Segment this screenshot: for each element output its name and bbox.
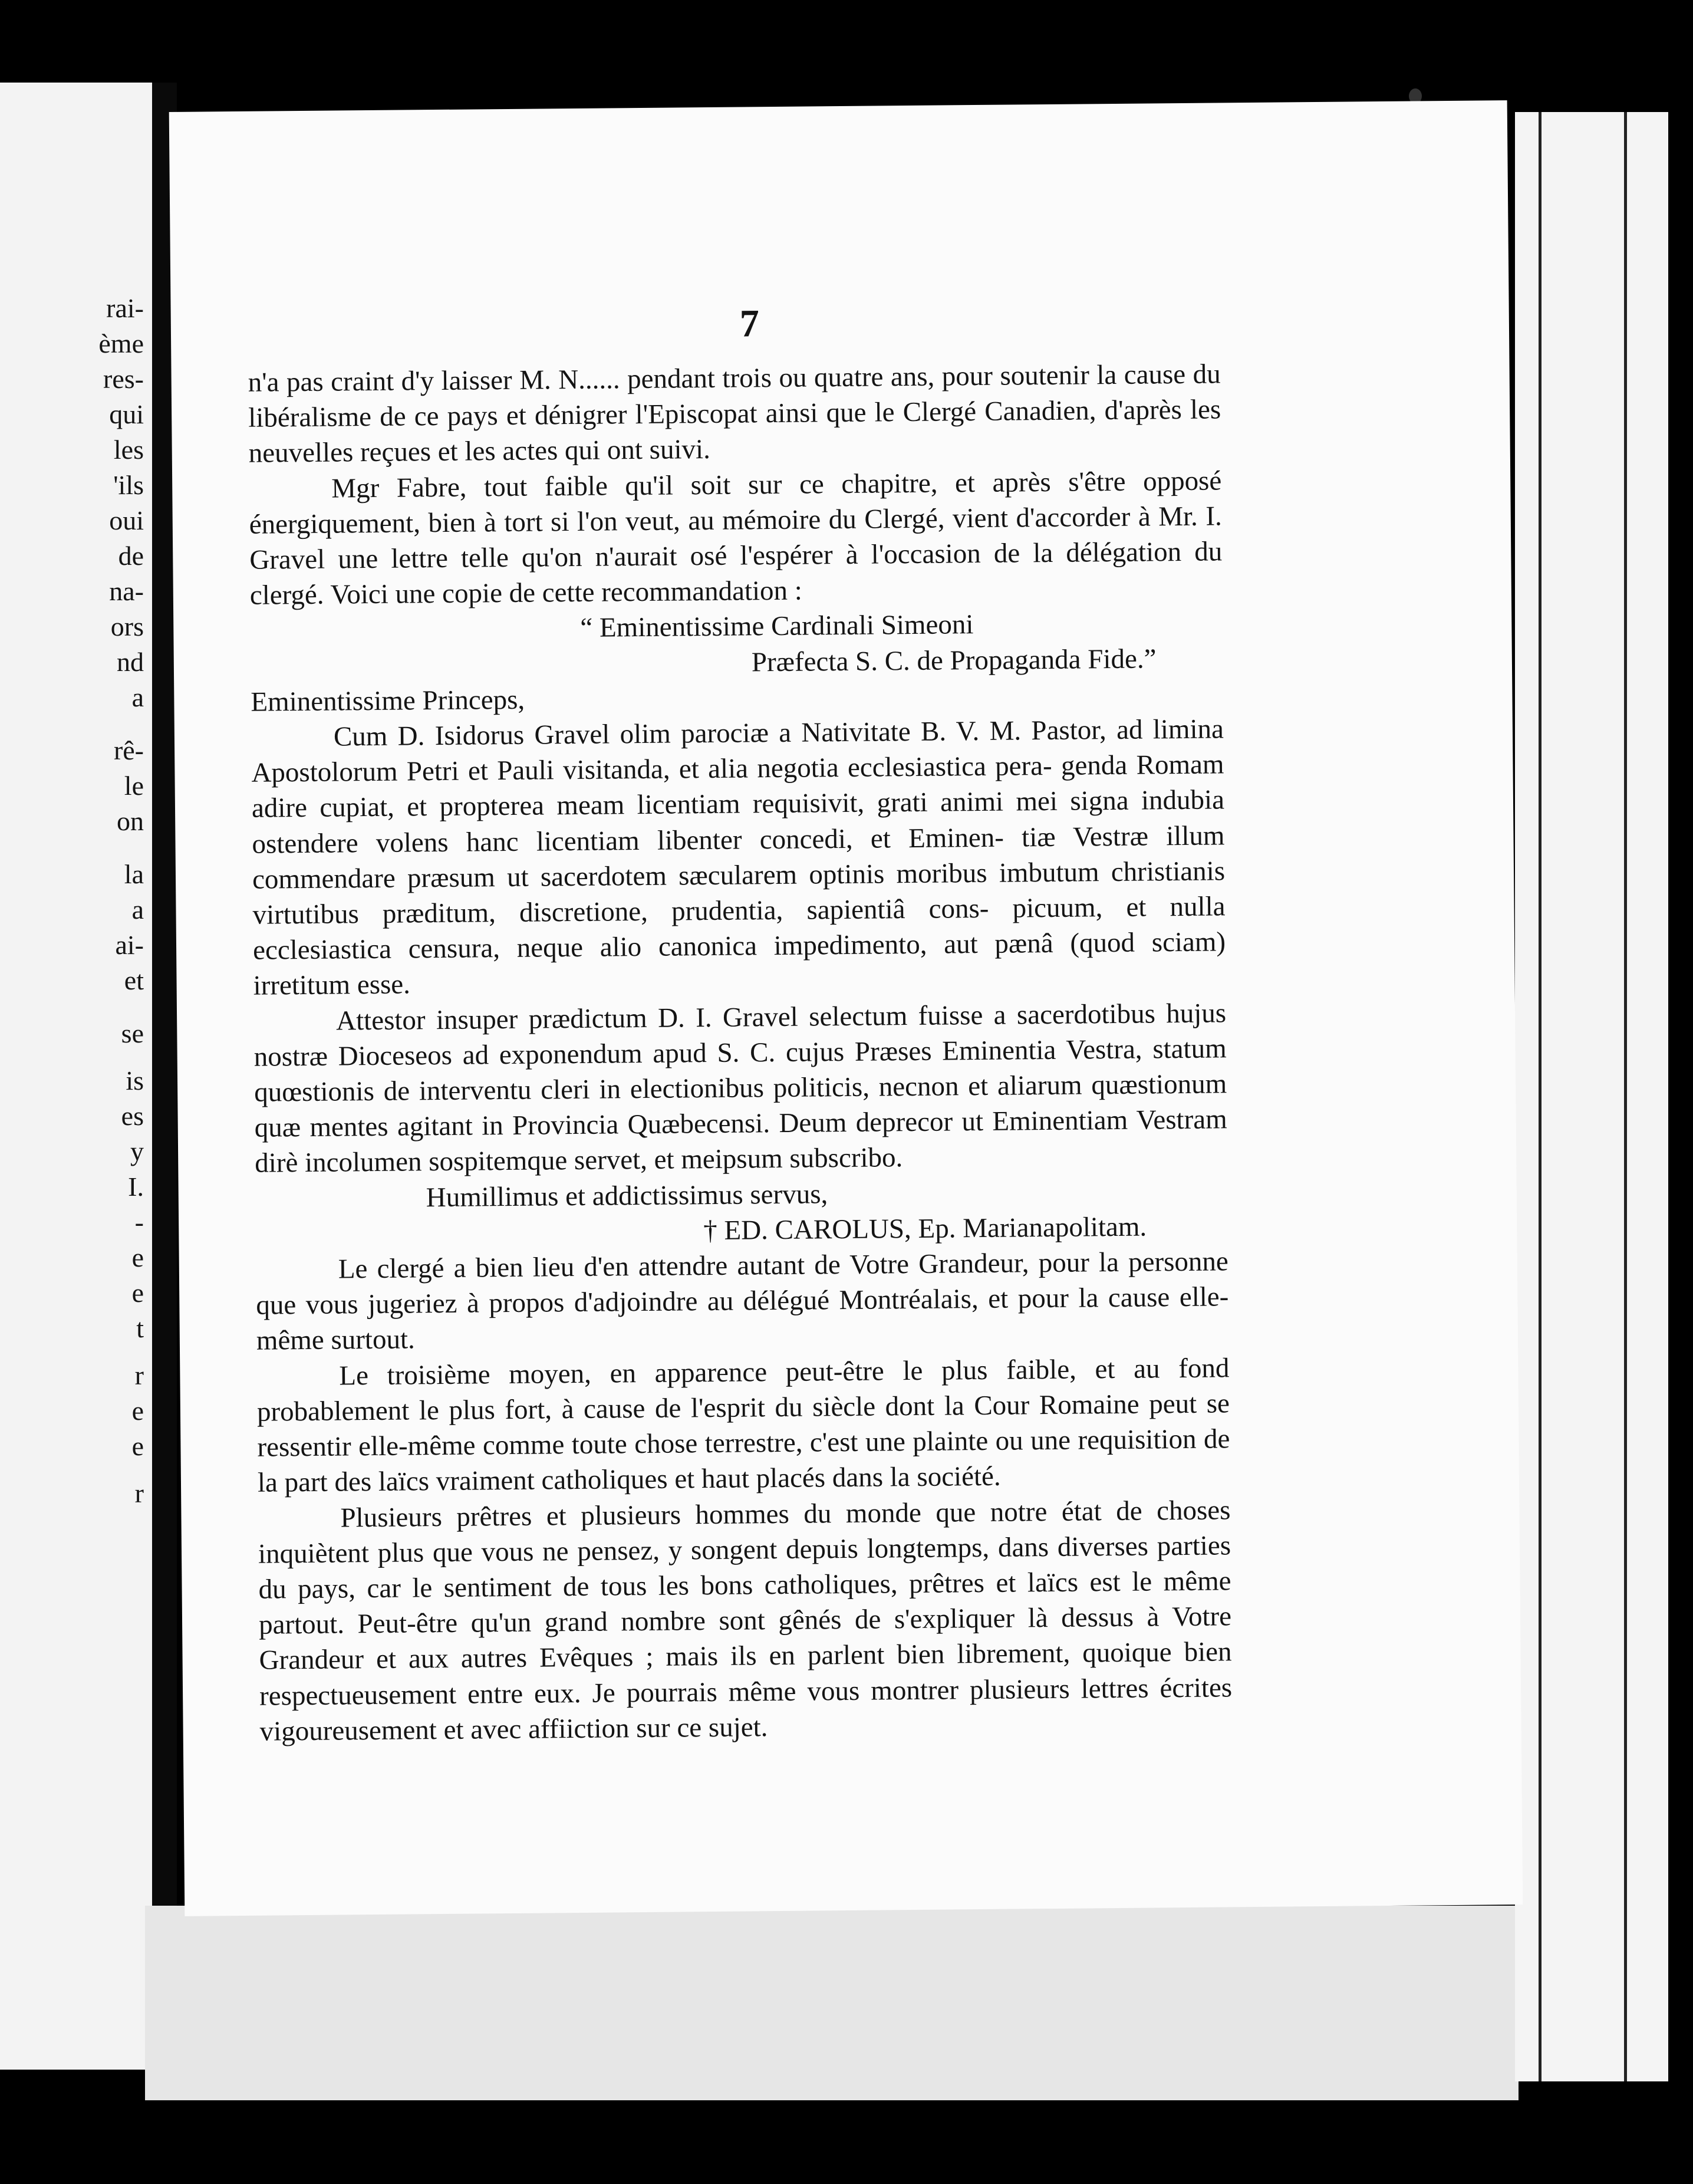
paragraph-1: [248, 356, 1221, 471]
previous-page-text-fragment: nd: [117, 647, 144, 677]
line: Attestor insuper prædictum D. I. Gravel selectum fuisse a sacerdotibus: [335, 998, 1156, 1037]
paragraph-3: [256, 1244, 1230, 1359]
letter-signature: † ED. CAROLUS, Ep. Marianapolitam.: [703, 1211, 1147, 1246]
line: société.: [917, 1461, 1001, 1493]
previous-page-text-fragment: -: [134, 1207, 144, 1237]
previous-page-text-fragment: e: [131, 1278, 144, 1308]
previous-page-text-fragment: 'ils: [113, 470, 144, 500]
line: imbutum christianis virtutibus præditum, discretione, prudentia, sapientiâ cons-: [252, 856, 1226, 930]
line: une requisition de la part des laïcs vraiment catholiques et haut placés dans la: [257, 1423, 1230, 1499]
letter-salutation: Eminentissime Princeps,: [251, 684, 525, 718]
previous-page-text-fragment: na-: [109, 576, 144, 606]
paragraph-2: [249, 463, 1223, 613]
right-page-edge: [1515, 112, 1668, 2081]
line: deprecor ut Eminentiam Vestram dirè incolumen sospitemque servet, et: [255, 1104, 1227, 1179]
previous-page-text-fragment: e: [131, 1396, 144, 1426]
line: énergiquement, bien à tort si l'on veut, au mémoire du Clergé, vient d'accorder: [249, 501, 1131, 540]
line: limina Apostolorum Petri et Pauli visitanda, et alia negotia ecclesiastica pera-: [251, 713, 1224, 789]
previous-page-text-fragment: on: [117, 806, 144, 836]
previous-page-text-fragment: de: [118, 541, 144, 571]
previous-page-text-fragment: les: [113, 435, 144, 465]
line: est le même partout. Peut-être qu'un grand nombre sont gênés de s'expliquer: [258, 1565, 1231, 1640]
line: Plusieurs prêtres et plusieurs hommes du monde que notre état de choses: [340, 1494, 1231, 1534]
paragraph-4: [256, 1350, 1230, 1501]
line: peut se ressentir elle-même comme toute chose terrestre, c'est une plainte ou: [257, 1388, 1230, 1463]
previous-page-text-fragment: es: [121, 1101, 144, 1131]
previous-page-text-fragment: y: [130, 1136, 144, 1166]
line: et aliarum quæstionum quæ mentes agitant in Provincia Quæbecensi. Deum: [254, 1068, 1227, 1144]
previous-page-text-fragment: t: [136, 1313, 144, 1343]
line: pour la cause elle-même surtout.: [256, 1281, 1229, 1357]
latin-paragraph-1: [251, 711, 1226, 1004]
line: probablement le plus fort, à cause de l'esprit du siècle dont la Cour Romaine: [256, 1389, 1139, 1428]
previous-page-text-fragment: is: [126, 1065, 144, 1096]
previous-page-text-fragment: se: [121, 1018, 144, 1048]
previous-page-text-fragment: ème: [98, 328, 144, 358]
previous-page-text-fragment: res-: [103, 364, 144, 394]
previous-page-text-fragment: ai-: [115, 930, 144, 960]
line: librement, quoique bien respectueusement entre eux. Je pourrais même vous: [259, 1636, 1232, 1712]
previous-page-text-fragment: I.: [128, 1172, 144, 1202]
line: à Mr. I. Gravel une lettre telle qu'on n'aurait osé l'espérer à l'occasion de la: [249, 501, 1222, 575]
page-shadow: [145, 1906, 1519, 2100]
previous-page-text-fragment: le: [124, 771, 144, 801]
previous-page-text-fragment: ors: [110, 611, 144, 642]
letter-address-line-1: “ Eminentissime Cardinali Simeoni: [580, 609, 974, 644]
line: délégation du clergé. Voici une copie de cette recommandation :: [249, 536, 1223, 611]
previous-page-text-fragment: e: [131, 1242, 144, 1272]
line: Vestra, statum quœstionis de interventu cleri in electionibus politicis, necnon: [253, 1033, 1227, 1108]
line: parties du pays, car le sentiment de tous les bons catholiques, prêtres et laïcs: [258, 1530, 1231, 1605]
latin-paragraph-2: [253, 995, 1228, 1181]
document-page: [169, 100, 1523, 1916]
letter-closing: Humillimus et addictissimus servus,: [426, 1178, 828, 1213]
previous-page-text-fragment: a: [131, 682, 144, 712]
line: inquiètent plus que vous ne pensez, y songent depuis longtemps, dans diverses: [258, 1531, 1149, 1570]
line: montrer plusieurs lettres écrites vigoureusement et avec affiiction sur ce sujet.: [259, 1672, 1233, 1747]
previous-page-text-fragment: la: [124, 859, 144, 889]
line: personne que vous jugeriez à propos d'adjoindre au délégué Montréalais, et: [256, 1246, 1228, 1321]
previous-page-edge: [0, 83, 152, 2070]
previous-page-text-fragment: r: [134, 1478, 144, 1508]
previous-page-text-fragment: e: [131, 1431, 144, 1461]
line: meipsum subscribo.: [681, 1142, 903, 1175]
paragraph-5: [258, 1492, 1233, 1749]
line: tiæ Vestræ illum commendare præsum ut sacerdotem sæcularem optinis moribus: [252, 820, 1225, 895]
line: genda Romam adire cupiat, et propterea meam licentiam requisivit, grati animi: [251, 749, 1224, 824]
previous-page-text-fragment: et: [124, 965, 144, 995]
line: Le clergé a bien lieu d'en attendre autant de Votre Grandeur, pour la: [338, 1247, 1119, 1285]
page-text: [248, 356, 1232, 1749]
line: picuum, et nulla ecclesiastica censura, neque alio canonica impedimento, aut: [252, 891, 1226, 966]
previous-page-text-fragment: rai-: [106, 293, 144, 323]
line: la cause du libéralisme de ce pays et dénigrer l'Episcopat ainsi que le Clergé: [248, 358, 1221, 434]
line: hujus nostræ Dioceseos ad exponendum apud S. C. cujus Præses Eminentia: [253, 998, 1227, 1073]
previous-page-text-fragment: qui: [109, 399, 144, 429]
previous-page-text-fragment: oui: [109, 505, 144, 535]
letter-address-line-2: Præfecta S. C. de Propaganda Fide.”: [751, 643, 1157, 677]
previous-page-text-fragment: r: [134, 1360, 144, 1390]
line: Le troisième moyen, en apparence peut-être le plus faible, et au fond: [339, 1353, 1230, 1392]
line: Cum D. Isidorus Gravel olim parociæ a Nativitate B. V. M. Pastor, ad: [333, 714, 1143, 752]
line: là dessus à Votre Grandeur et aux autres Evêques ; mais ils en parlent bien: [259, 1601, 1232, 1676]
page-number: 7: [739, 302, 760, 346]
line: n'a pas craint d'y laisser M. N...... pendant trois ou quatre ans, pour soutenir: [248, 360, 1090, 398]
previous-page-text-fragment: rê-: [113, 735, 144, 765]
line: mei signa indubia ostendere volens hanc licentiam libenter concedi, et Eminen-: [252, 784, 1225, 860]
line: pænâ (quod sciam) irretitum esse.: [253, 926, 1226, 1002]
line: Mgr Fabre, tout faible qu'il soit sur ce chapitre, et après s'être opposé: [331, 465, 1222, 504]
previous-page-text-fragment: a: [131, 894, 144, 925]
line: Canadien, d'après les neuvelles reçues et les actes qui ont suivi.: [248, 394, 1221, 469]
